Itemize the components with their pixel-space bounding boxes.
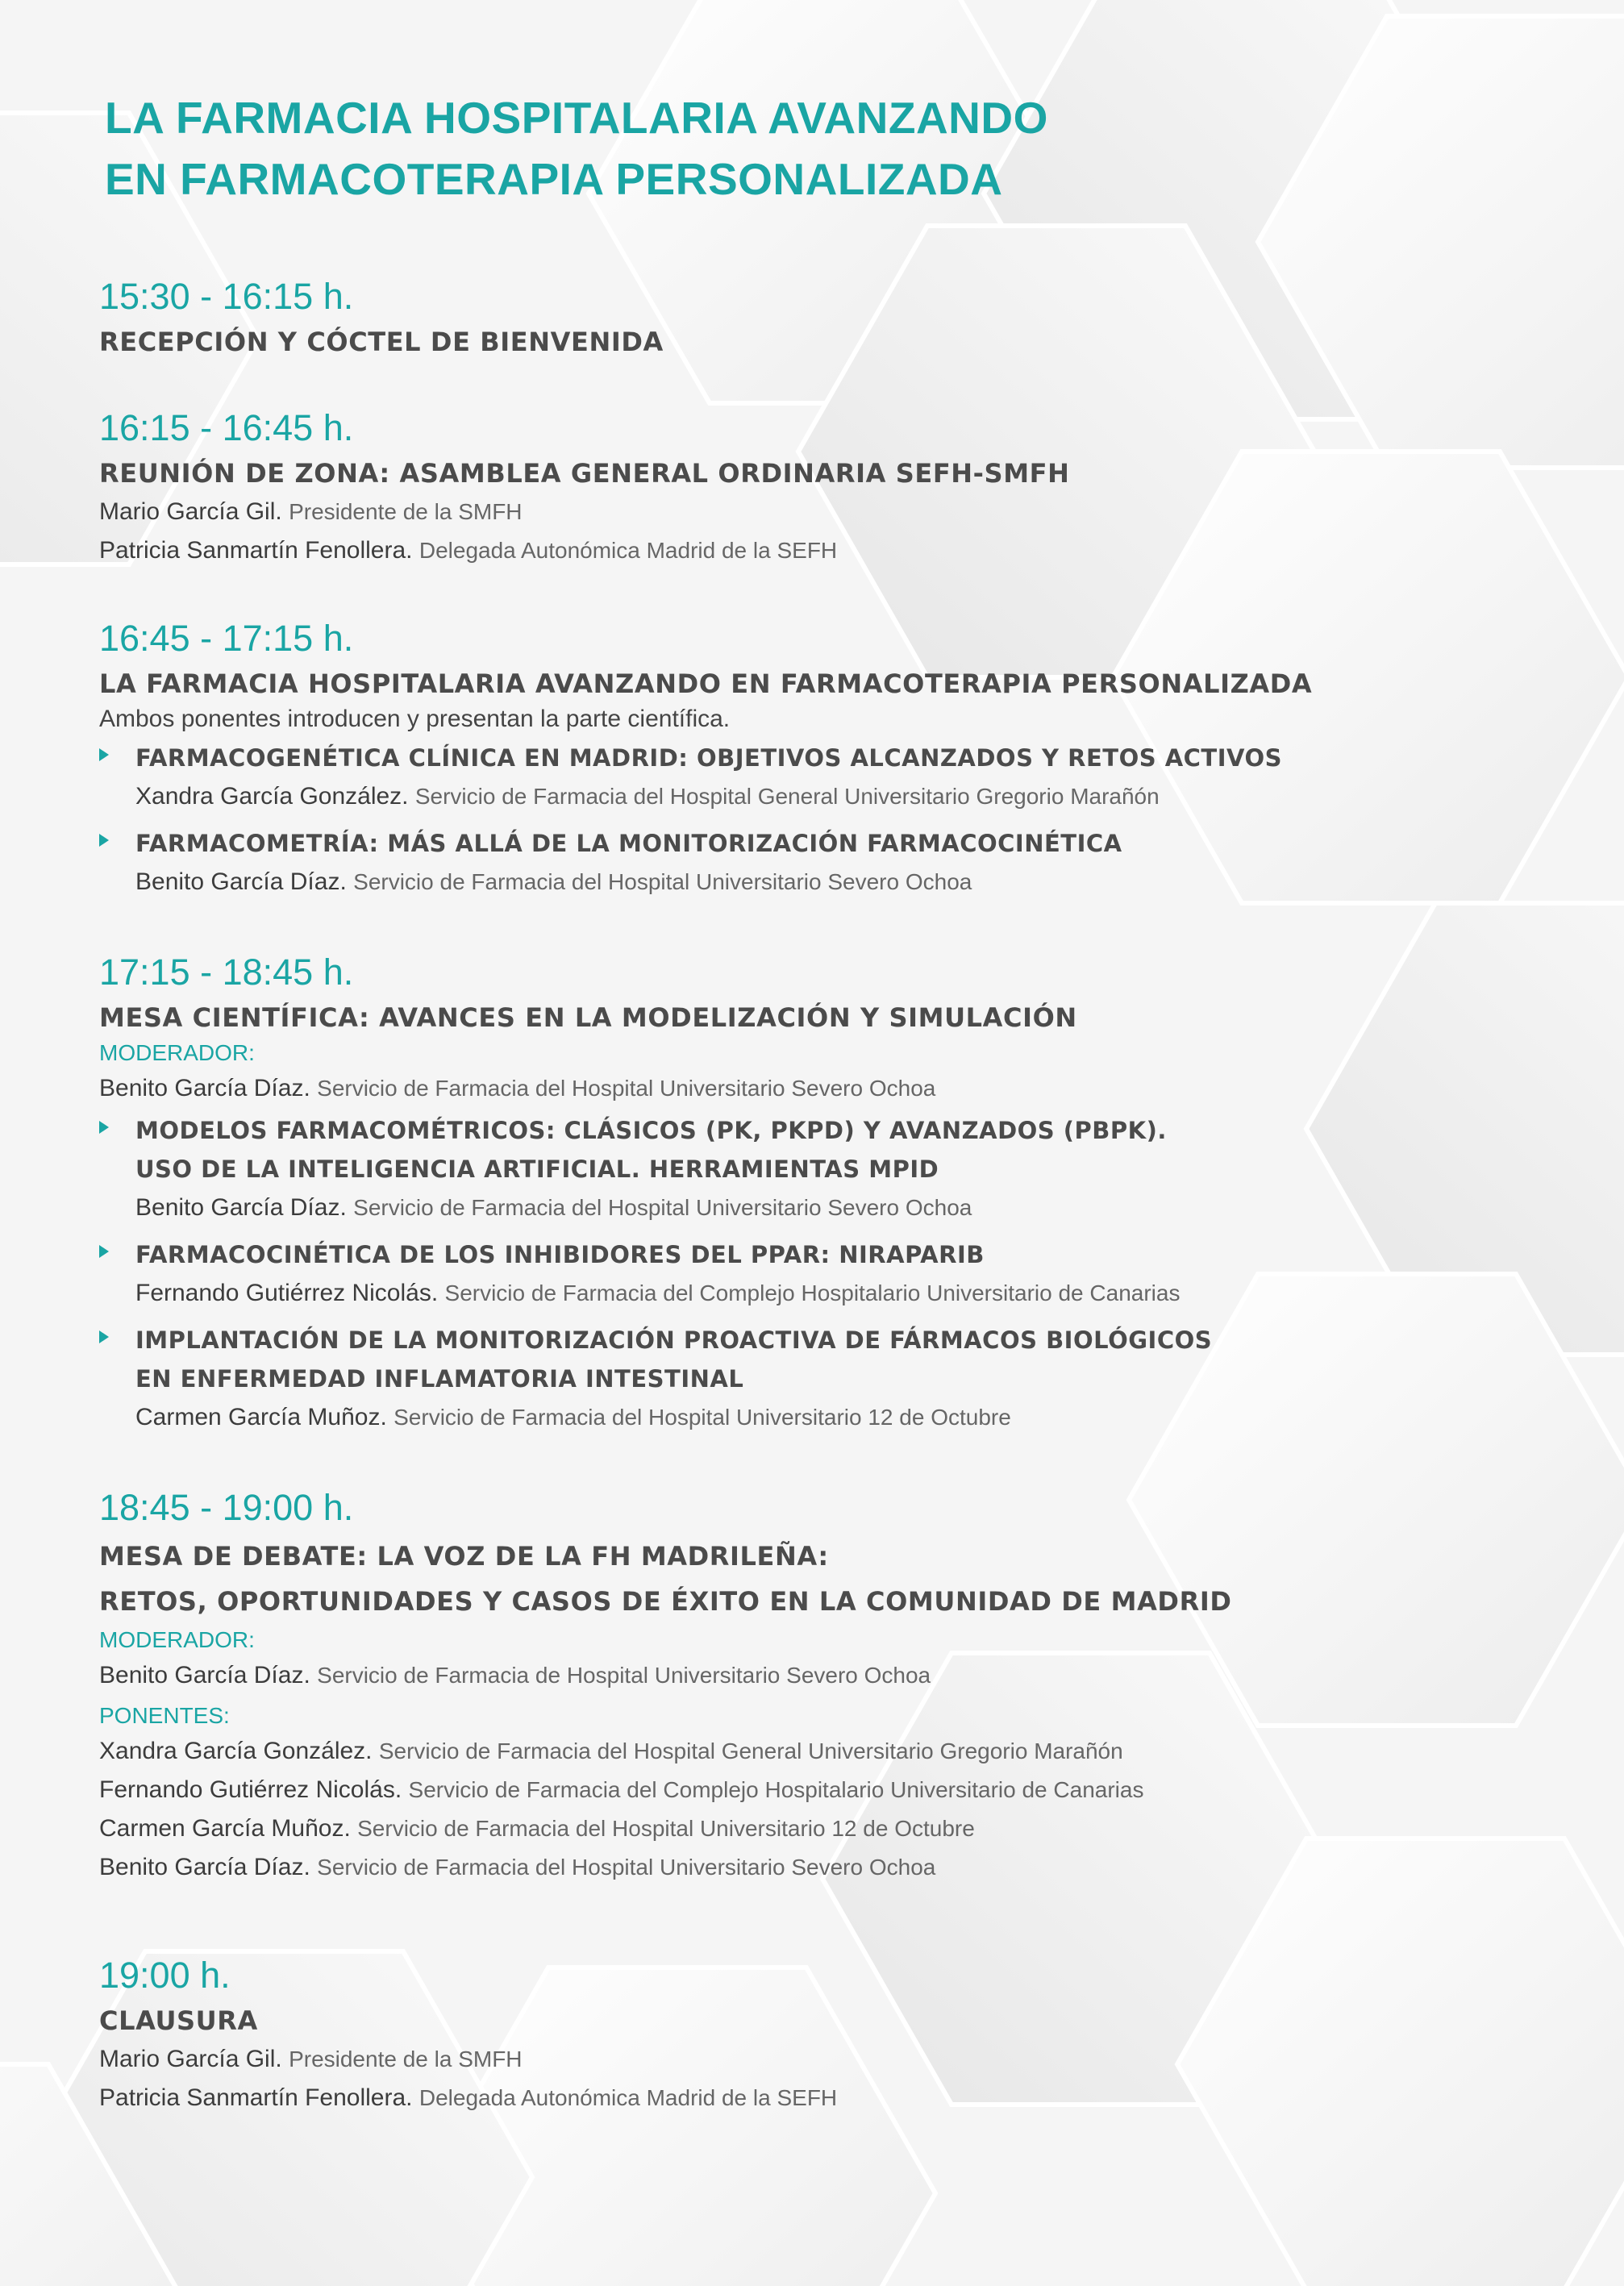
talk-title: FARMACOCINÉTICA DE LOS INHIBIDORES DEL PPAR: NIRAPARIB [135,1241,985,1268]
participant [99,2079,837,2117]
speaker-role: Servicio de Farmacia del Hospital Universitario Severo Ochoa [353,869,972,894]
talk-item [99,739,1312,816]
talk-item [99,1235,1212,1313]
bullet-triangle-icon [99,1330,109,1343]
speaker-role: Servicio de Farmacia del Hospital General Universitario Gregorio Marañón [378,1738,1123,1763]
speaker [135,1189,1212,1227]
talk-item [99,1321,1212,1437]
talk-title: FARMACOGENÉTICA CLÍNICA EN MADRID: OBJETIVOS ALCANZADOS Y RETOS ACTIVOS [135,744,1282,772]
speaker-name: Benito García Díaz. [99,1854,310,1880]
participant [99,531,1070,570]
session-title: RECEPCIÓN Y CÓCTEL DE BIENVENIDA [99,327,664,357]
moderator-label: MODERADOR: [99,1627,255,1652]
speaker-name: Xandra García González. [135,783,409,810]
speaker [135,777,1312,816]
speaker [135,1398,1212,1437]
speaker-role: Servicio de Farmacia del Hospital Universitario 12 de Octubre [394,1405,1011,1430]
speaker-name: Benito García Díaz. [135,868,347,895]
talk-title-line2: EN ENFERMEDAD INFLAMATORIA INTESTINAL [135,1365,744,1393]
session-personalized-pharmacotherapy [99,616,1312,901]
speaker-role: Servicio de Farmacia del Complejo Hospitalario Universitario de Canarias [444,1280,1181,1305]
speakers-label: PONENTES: [99,1703,230,1728]
participant [99,493,1070,531]
participant-role: Delegada Autonómica Madrid de la SEFH [418,538,838,563]
speaker-name: Fernando Gutiérrez Nicolás. [135,1280,439,1306]
session-title: MESA CIENTÍFICA: AVANCES EN LA MODELIZACIÓN Y SIMULACIÓN [99,1002,1077,1033]
participant-name: Mario García Gil. [99,2046,282,2072]
participant-role: Delegada Autonómica Madrid de la SEFH [418,2085,838,2110]
session-title: CLAUSURA [99,2005,258,2036]
session-time: 17:15 - 18:45 h. [99,951,354,993]
session-title-line2: RETOS, OPORTUNIDADES Y CASOS DE ÉXITO EN LA COMUNIDAD DE MADRID [99,1586,1232,1617]
speaker-role: Servicio de Farmacia del Hospital Universitario 12 de Octubre [357,1816,975,1841]
session-title-line1: MESA DE DEBATE: LA VOZ DE LA FH MADRILEÑA: [99,1541,829,1572]
bullet-triangle-icon [99,1121,109,1134]
speaker [135,863,1312,901]
page-title-line2: EN FARMACOTERAPIA PERSONALIZADA [105,154,1003,204]
participant-role: Presidente de la SMFH [289,499,523,524]
speaker-name: Benito García Díaz. [135,1194,347,1221]
bullet-triangle-icon [99,834,109,847]
speaker-name: Carmen García Muñoz. [99,1815,351,1842]
speaker-role: Servicio de Farmacia del Hospital Universitario Severo Ochoa [353,1195,972,1220]
moderator-name: Benito García Díaz. [99,1662,310,1688]
talk-item [99,1111,1212,1227]
session-scientific-table [99,950,1212,1437]
session-time: 18:45 - 19:00 h. [99,1487,354,1528]
page-title-line1: LA FARMACIA HOSPITALARIA AVANZANDO [105,93,1048,143]
speaker-role: Servicio de Farmacia del Hospital General Universitario Gregorio Marañón [414,784,1160,809]
speaker [135,1274,1212,1313]
participant-name: Patricia Sanmartín Fenollera. [99,2084,413,2111]
speaker-name: Xandra García González. [99,1738,373,1764]
moderator [99,1656,1232,1695]
talk-title-line1: MODELOS FARMACOMÉTRICOS: CLÁSICOS (PK, PKPD) Y AVANZADOS (PBPK). [135,1117,1167,1144]
bullet-triangle-icon [99,748,109,761]
talk-title: FARMACOMETRÍA: MÁS ALLÁ DE LA MONITORIZACIÓN FARMACOCINÉTICA [135,830,1122,857]
speaker [99,1848,1232,1887]
moderator-name: Benito García Díaz. [99,1075,310,1101]
session-time: 16:15 - 16:45 h. [99,407,354,448]
participant-role: Presidente de la SMFH [289,2047,523,2072]
talk-title-line2: USO DE LA INTELIGENCIA ARTIFICIAL. HERRAMIENTAS MPID [135,1155,939,1183]
moderator-label: MODERADOR: [99,1040,255,1065]
speaker-name: Fernando Gutiérrez Nicolás. [99,1776,402,1803]
speaker-name: Carmen García Muñoz. [135,1404,387,1430]
session-zone-meeting [99,406,1070,570]
moderator [99,1069,1212,1108]
participant-name: Mario García Gil. [99,498,282,525]
speaker [99,1732,1232,1771]
session-closing [99,1953,837,2117]
speaker-role: Servicio de Farmacia del Complejo Hospitalario Universitario de Canarias [408,1777,1144,1802]
session-time: 19:00 h. [99,1955,231,1996]
session-intro: Ambos ponentes introducen y presentan la parte científica. [99,706,731,732]
bullet-triangle-icon [99,1245,109,1258]
session-reception [99,274,664,361]
participant-name: Patricia Sanmartín Fenollera. [99,537,413,564]
session-title: REUNIÓN DE ZONA: ASAMBLEA GENERAL ORDINARIA SEFH-SMFH [99,458,1070,489]
speaker [99,1771,1232,1809]
speaker [99,1809,1232,1848]
session-title: LA FARMACIA HOSPITALARIA AVANZANDO EN FARMACOTERAPIA PERSONALIZADA [99,668,1313,699]
moderator-role: Servicio de Farmacia de Hospital Universitario Severo Ochoa [317,1663,931,1688]
session-debate-table [99,1485,1232,1887]
page-title [105,87,1048,210]
moderator-role: Servicio de Farmacia del Hospital Universitario Severo Ochoa [317,1076,936,1101]
talk-item [99,824,1312,901]
session-time: 15:30 - 16:15 h. [99,276,354,317]
participant [99,2040,837,2079]
session-time: 16:45 - 17:15 h. [99,618,354,659]
speaker-role: Servicio de Farmacia del Hospital Universitario Severo Ochoa [317,1855,936,1880]
talk-title-line1: IMPLANTACIÓN DE LA MONITORIZACIÓN PROACTIVA DE FÁRMACOS BIOLÓGICOS [135,1326,1213,1354]
